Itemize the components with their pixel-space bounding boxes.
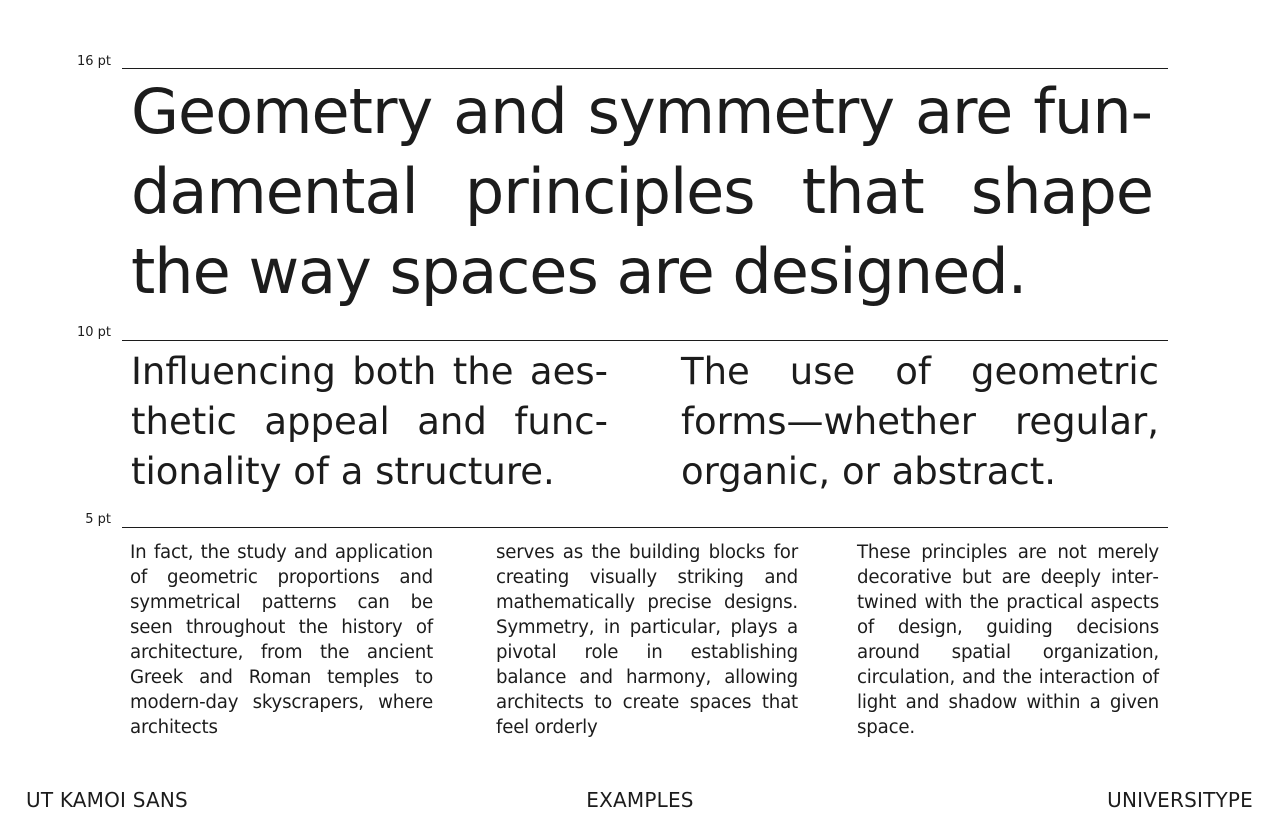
footer-section-title: EXAMPLES: [586, 788, 694, 812]
rule-5pt: [122, 527, 1168, 528]
sample-text-5pt-column-2: serves as the building blocks for creating visually striking and mathematically precise designs. Symmetry, in particular, plays a pivotal role in establishing balance and harmony, allowing architects to create spaces that feel orderly: [496, 542, 798, 738]
sample-text-5pt-column-3: These principles are not merely decorative but are deeply intertwined with the practical aspects of design, guiding decisions around spatial organization, circulation, and the interaction of light and shadow within a given space.: [857, 542, 1159, 738]
rule-16pt: [122, 68, 1168, 69]
sample-text-10pt-right: The use of geometric forms—whether regular, organic, or abstract.: [681, 350, 1159, 493]
size-label-5pt: 5 pt: [85, 512, 111, 527]
sample-text-5pt-column-1: In fact, the study and application of geometric proportions and symmetrical patterns can be seen throughout the history of architecture, from the ancient Greek and Roman temples to modern-day skyscrapers, where architects: [130, 542, 433, 738]
footer-typeface-name: UT KAMOI SANS: [26, 788, 188, 812]
size-label-16pt: 16 pt: [76, 54, 111, 69]
sample-text-10pt-left: Influencing both the aesthetic appeal and functionality of a structure.: [131, 350, 608, 493]
size-label-10pt: 10 pt: [76, 325, 111, 340]
rule-10pt: [122, 340, 1168, 341]
sample-text-16pt: Geometry and symmetry are fundamental principles that shape the way spaces are designed.: [131, 75, 1153, 308]
footer-foundry-name: UNIVERSITYPE: [1107, 788, 1253, 812]
